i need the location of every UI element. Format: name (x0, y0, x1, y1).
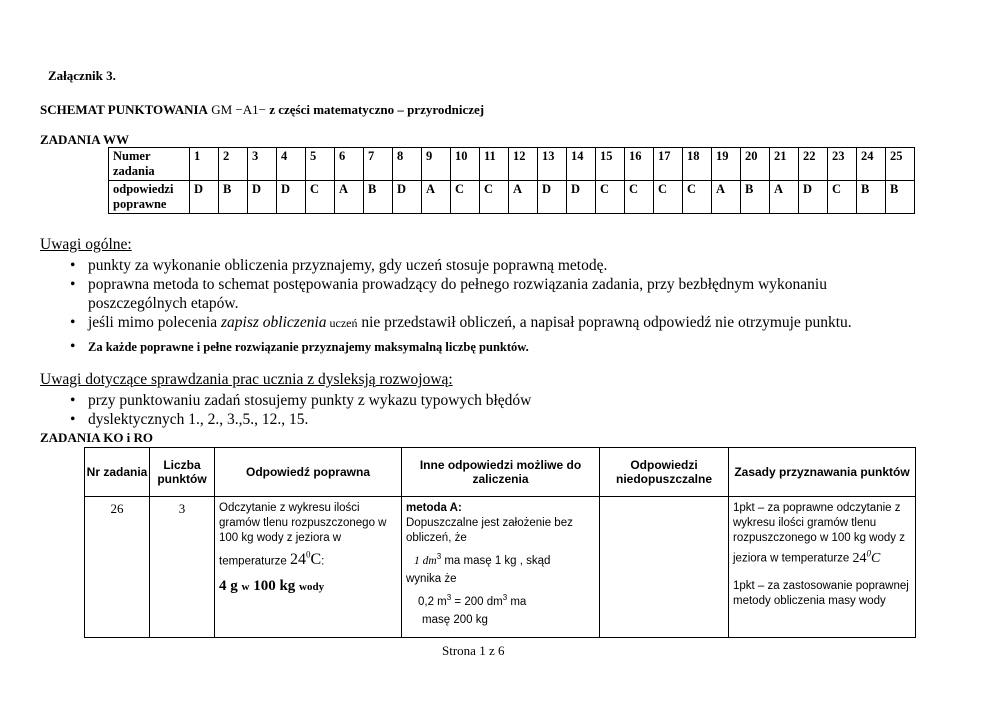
ww-number-cell: 3 (248, 148, 277, 181)
dyslexia-list (70, 391, 948, 429)
ww-number-cell: 21 (770, 148, 799, 181)
ww-number-label: Numer zadania (109, 148, 190, 181)
ww-number-cell: 25 (886, 148, 915, 181)
heading-code: GM −A1− (207, 102, 270, 117)
ww-answer-cell: A (335, 181, 364, 214)
ww-number-cell: 22 (799, 148, 828, 181)
ww-number-cell: 2 (219, 148, 248, 181)
correct-answer-cell: Odczytanie z wykresu ilości gramów tlenu rozpuszczonego w 100 kg wody z jeziora w temperaturze $24^0C$: 4 g w 100 kg wody (215, 497, 402, 638)
ww-number-cell: 10 (451, 148, 480, 181)
ww-answer-cell: B (741, 181, 770, 214)
ww-answers-table (108, 147, 915, 214)
ww-number-row (109, 148, 915, 181)
scoring-rules-cell: 1pkt – za poprawne odczytanie z wykresu ilości gramów tlenu rozpuszczonego w 100 kg wody z jeziora w temperaturze $24^0C$ 1pkt – za zastosowanie poprawnej metody obliczenia masy wody (729, 497, 916, 638)
ww-number-cell: 9 (422, 148, 451, 181)
ww-answer-cell: C (683, 181, 712, 214)
page-heading (40, 102, 484, 118)
heading-part: z części matematyczno – przyrodniczej (269, 102, 485, 117)
list-item: • jeśli mimo polecenia zapisz obliczenia uczeń nie przedstawił obliczeń, a napisał poprawną odpowiedź nie otrzymuje punktu. (70, 314, 852, 331)
ww-answer-cell: D (393, 181, 422, 214)
ww-number-cell: 4 (277, 148, 306, 181)
heading-main: SCHEMAT PUNKTOWANIA (40, 102, 208, 117)
ww-answer-cell: B (219, 181, 248, 214)
ww-number-cell: 5 (306, 148, 335, 181)
ww-answer-cell: D (538, 181, 567, 214)
ww-answer-cell: C (654, 181, 683, 214)
col-header-unacceptable: Odpowiedzi niedopuszczalne (600, 448, 729, 497)
page-number: Strona 1 z 6 (442, 643, 505, 658)
ko-title: ZADANIA KO i RO (40, 430, 154, 445)
ww-answer-cell: B (364, 181, 393, 214)
col-header-points: Liczba punktów (150, 448, 215, 497)
ww-answer-cell: D (567, 181, 596, 214)
ww-answer-row (109, 181, 915, 214)
ww-answer-cell: C (828, 181, 857, 214)
bullet-icon: • (70, 314, 76, 331)
ww-answer-cell: C (625, 181, 654, 214)
list-item: • dyslektycznych 1., 2., 3.,5., 12., 15. (70, 411, 309, 428)
ww-number-cell: 20 (741, 148, 770, 181)
ww-answer-cell: D (799, 181, 828, 214)
ww-number-cell: 23 (828, 148, 857, 181)
task-points: 3 (150, 497, 215, 638)
col-header-rules: Zasady przyznawania punktów (729, 448, 916, 497)
ww-number-cell: 17 (654, 148, 683, 181)
task-number: 26 (85, 497, 150, 638)
ww-answer-cell: C (451, 181, 480, 214)
ww-title: ZADANIA WW (40, 132, 129, 147)
ww-answer-cell: A (509, 181, 538, 214)
ww-answer-cell: C (306, 181, 335, 214)
ww-answer-cell: D (248, 181, 277, 214)
table-header-row (85, 448, 916, 497)
ww-number-cell: 12 (509, 148, 538, 181)
unacceptable-answers-cell (600, 497, 729, 638)
bullet-icon: • (70, 338, 76, 355)
dyslexia-title: Uwagi dotyczące sprawdzania prac ucznia z dysleksją rozwojową: (40, 371, 453, 388)
ww-answer-cell: D (190, 181, 219, 214)
ww-number-cell: 19 (712, 148, 741, 181)
ko-scoring-table (84, 447, 916, 638)
ww-answer-cell: B (886, 181, 915, 214)
ww-number-cell: 14 (567, 148, 596, 181)
ww-answer-cell: A (422, 181, 451, 214)
ww-number-cell: 18 (683, 148, 712, 181)
ww-number-cell: 16 (625, 148, 654, 181)
ww-answer-cell: D (277, 181, 306, 214)
col-header-nr: Nr zadania (85, 448, 150, 497)
bullet-icon: • (70, 411, 76, 428)
ww-number-cell: 24 (857, 148, 886, 181)
list-item: • przy punktowaniu zadań stosujemy punkty z wykazu typowych błędów (70, 392, 532, 409)
ww-answer-cell: B (857, 181, 886, 214)
ww-number-cell: 6 (335, 148, 364, 181)
ww-number-cell: 1 (190, 148, 219, 181)
ww-number-cell: 7 (364, 148, 393, 181)
list-item: • Za każde poprawne i pełne rozwiązanie przyznajemy maksymalną liczbę punktów. (70, 338, 529, 355)
col-header-other: Inne odpowiedzi możliwe do zaliczenia (402, 448, 600, 497)
table-row (85, 497, 916, 638)
ww-answer-label: odpowiedzi poprawne (109, 181, 190, 214)
attachment-label: Załącznik 3. (48, 68, 116, 83)
general-remarks-title: Uwagi ogólne: (40, 236, 132, 253)
other-answers-cell: metoda A: Dopuszczalne jest założenie bez obliczeń, że 1 $dm^3$ ma masę 1 kg , skąd wynika że 0,2 $m^3 = 200$ $dm^3$ ma masę 200 kg (402, 497, 600, 638)
ww-number-cell: 13 (538, 148, 567, 181)
bullet-icon: • (70, 392, 76, 409)
list-item: • punkty za wykonanie obliczenia przyznajemy, gdy uczeń stosuje poprawną metodę. (70, 257, 608, 274)
bullet-icon: • (70, 257, 76, 274)
answer-value: 4 g w 100 kg wody (219, 578, 325, 595)
ww-answer-cell: C (480, 181, 509, 214)
bullet-icon: • (70, 276, 76, 293)
ww-answer-cell: A (712, 181, 741, 214)
ww-number-cell: 11 (480, 148, 509, 181)
ww-answer-cell: A (770, 181, 799, 214)
col-header-answer: Odpowiedź poprawna (215, 448, 402, 497)
ww-answer-cell: C (596, 181, 625, 214)
general-remarks-list (70, 256, 948, 357)
ww-number-cell: 15 (596, 148, 625, 181)
ww-number-cell: 8 (393, 148, 422, 181)
list-item: • poprawna metoda to schemat postępowania prowadzący do pełnego rozwiązania zadania, przy bezbłędnym wykonaniu poszczególnych etapów. (70, 276, 827, 312)
